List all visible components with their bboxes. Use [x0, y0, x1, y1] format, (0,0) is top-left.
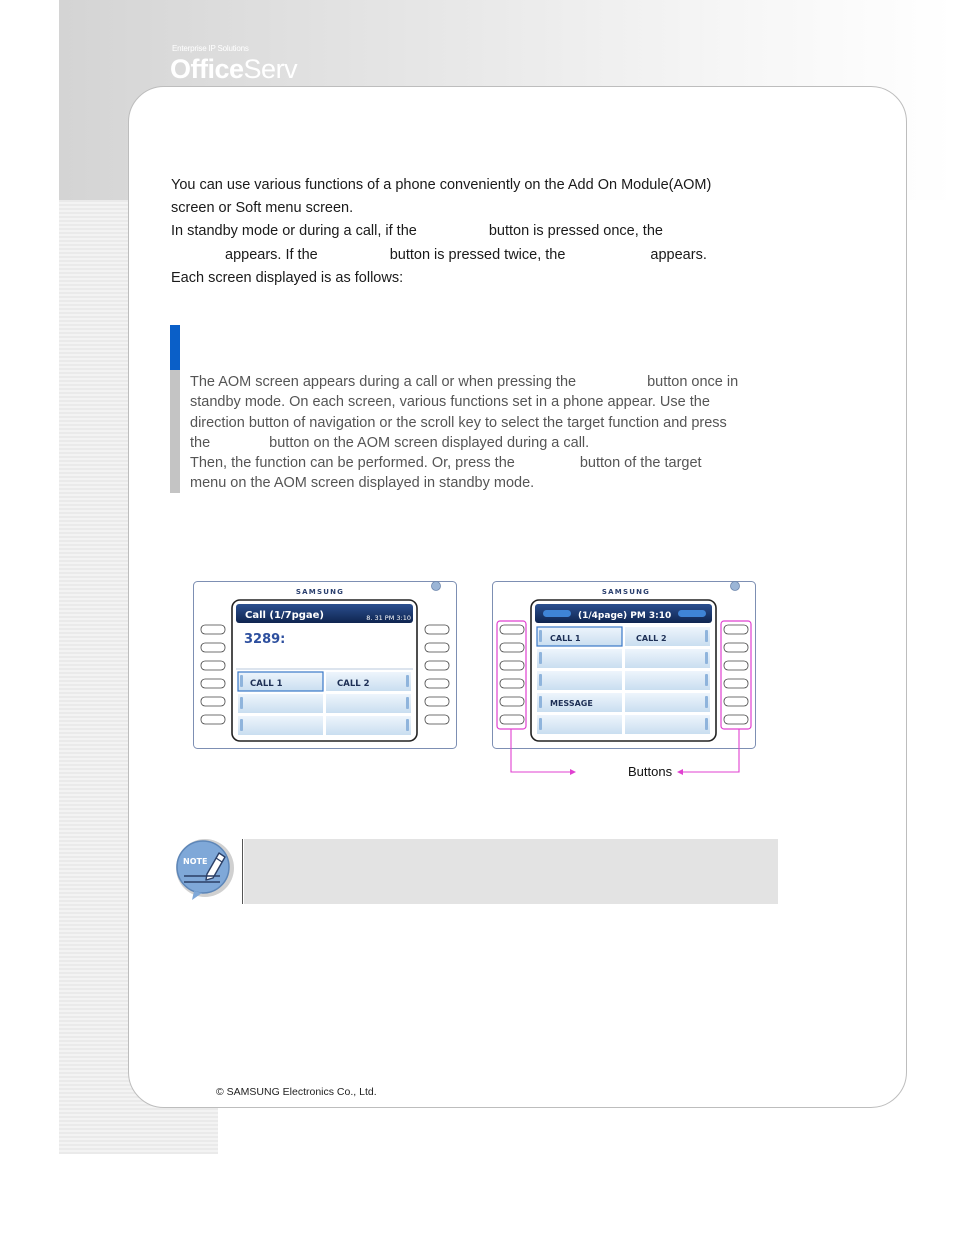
phone-aom-screen-figure [492, 579, 758, 779]
left-callout-arrowhead [570, 769, 576, 775]
section-heading-marker [170, 325, 180, 370]
note-box [244, 839, 778, 904]
phone-call-screen-figure [193, 579, 459, 751]
call-2-key: CALL 2 [337, 679, 370, 689]
intro-paragraph: You can use various functions of a phone conveniently on the Add On Module(AOM) screen or Soft menu screen. In standby mode or during a call, if the button is pressed once, the appears. If the button is pressed twice, the appears. Each screen displayed is as follows: [171, 177, 712, 286]
note-divider [242, 839, 243, 904]
note-pencil-icon [172, 837, 238, 903]
copyright-footer: © SAMSUNG Electronics Co., Ltd. [216, 1086, 377, 1098]
buttons-label: Buttons [628, 764, 673, 779]
call-screen-title: Call (1/7pgae) [245, 610, 324, 621]
right-callout-arrowhead [677, 769, 683, 775]
aom-message-key: MESSAGE [550, 699, 593, 708]
phone-brand: SAMSUNG [601, 588, 651, 596]
dialed-number: 3289: [244, 632, 286, 647]
call-screen-datetime: 8. 31 PM 3:10 [366, 614, 411, 622]
aom-call-2-key: CALL 2 [636, 634, 667, 643]
brand-tagline: Enterprise IP Solutions [172, 44, 249, 53]
section-side-bar [170, 370, 180, 493]
phone-brand: SAMSUNG [295, 588, 345, 596]
aom-call-1-key: CALL 1 [550, 634, 581, 643]
aom-description: The AOM screen appears during a call or when pressing the button once in standby mode. On each screen, various functions set in a phone appear. Use the direction button of navigation or the scroll key to select the target function and press the button on the AOM screen displayed during a call. Then, the function can be performed. Or, press the button of the target menu on the AOM screen displayed in standby mode. [190, 374, 739, 492]
aom-screen-title: (1/4page) PM 3:10 [578, 611, 672, 621]
call-1-key: CALL 1 [250, 679, 283, 689]
page-up-key [543, 610, 571, 617]
note-badge: NOTE [183, 857, 208, 866]
brand-logo: OfficeServ [170, 54, 298, 84]
page-down-key [678, 610, 706, 617]
